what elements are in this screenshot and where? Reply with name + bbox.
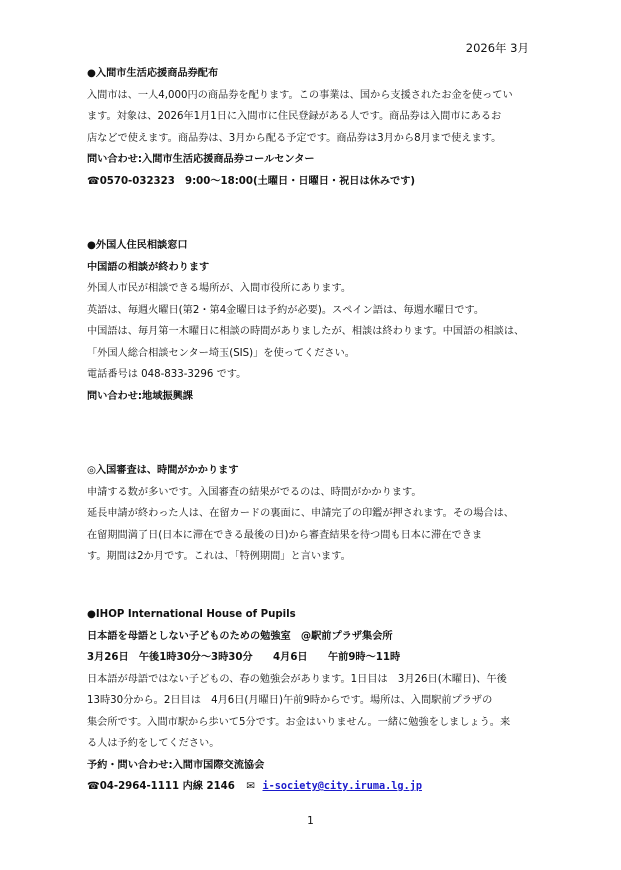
contact-details <box>87 780 549 793</box>
paragraph-line: す。期間は2か月です。これは、「特例期間」と言います。 <box>87 551 351 562</box>
paragraph-line: る人は予約をしてください。 <box>87 738 220 749</box>
paragraph-line: 「外国人総合相談センター埼玉(SIS)」を使ってください。 <box>87 347 355 359</box>
contact-line: 問い合わせ:入間市生活応援商品券コールセンター <box>87 154 315 165</box>
contact-line: 問い合わせ:地域振興課 <box>87 390 193 402</box>
paragraph-line: 店などで使えます。商品券は、3月から配る予定です。商品券は3月から8月まで使えます。 <box>87 132 502 144</box>
paragraph-line: 申請する数が多いです。入国審査の結果がでるのは、時間がかかります。 <box>87 486 422 498</box>
paragraph-line: 集会所です。入間市駅から歩いて5分です。お金はいりません。一緒に勉強をしましょう。来 <box>87 716 511 728</box>
section-title: ◎入国審査は、時間がかかります <box>87 465 239 476</box>
event-schedule: 3月26日 午後1時30分～3時30分 4月6日 午前9時～11時 <box>87 652 401 663</box>
section-shopping-voucher <box>87 67 549 196</box>
section-foreign-resident-consultation <box>87 239 549 411</box>
paragraph-line: 外国人市民が相談できる場所が、入間市役所にあります。 <box>87 283 352 294</box>
paragraph-line: 延長申請が終わった人は、在留カードの裏面に、申請完了の印鑑が押されます。その場合は、 <box>87 508 514 519</box>
section-title: ●外国人住民相談窓口 <box>87 240 188 251</box>
phone-line: 電話番号は 048-833-3296 です。 <box>87 369 247 380</box>
paragraph-line: 英語は、毎週火曜日(第2・第4金曜日は予約が必要)。スペイン語は、毎週水曜日です。 <box>87 304 485 316</box>
document-date: 2026年 3月 <box>465 41 529 55</box>
paragraph-line: 在留期間満了日(日本に滞在できる最後の日)から審査結果を待つ間も日本に滞在できま <box>87 529 483 541</box>
section-immigration-review <box>87 464 549 572</box>
phone-line: ☎0570-032323 9:00～18:00(土曜日・日曜日・祝日は休みです) <box>87 175 416 187</box>
paragraph-line: 入間市は、一人4,000円の商品券を配ります。この事業は、国から支援されたお金を使ってい <box>87 89 513 101</box>
paragraph-line: 日本語が母語ではない子どもの、春の勉強会があります。1日目は 3月26日(木曜日)、午後 <box>87 673 507 685</box>
paragraph-line: ます。対象は、2026年1月1日に入間市に住民登録がある人です。商品券は入間市にあるお <box>87 111 502 122</box>
email-link[interactable]: i-society@city.iruma.lg.jp <box>262 781 422 792</box>
contact-line: 予約・問い合わせ:入間市国際交流協会 <box>87 759 265 771</box>
section-title: ●IHOP International House of Pupils <box>87 609 296 620</box>
subheading: 中国語の相談が終わります <box>87 261 210 273</box>
paragraph-line: 中国語は、毎月第一木曜日に相談の時間がありましたが、相談は終わります。中国語の相談は、 <box>87 326 525 337</box>
section-title: ●入間市生活応援商品券配布 <box>87 68 219 79</box>
mail-icon: ✉ <box>246 781 255 792</box>
subheading: 日本語を母語としない子どものための勉強室 @駅前プラザ集会所 <box>87 630 393 642</box>
paragraph-line: 13時30分から。2日目は 4月6日(月曜日)午前9時からです。場所は、入間駅前プラザの <box>87 695 493 706</box>
section-ihop <box>87 608 549 802</box>
page-number: 1 <box>307 815 314 827</box>
phone-number: ☎04-2964-1111 内線 2146 <box>87 781 235 792</box>
